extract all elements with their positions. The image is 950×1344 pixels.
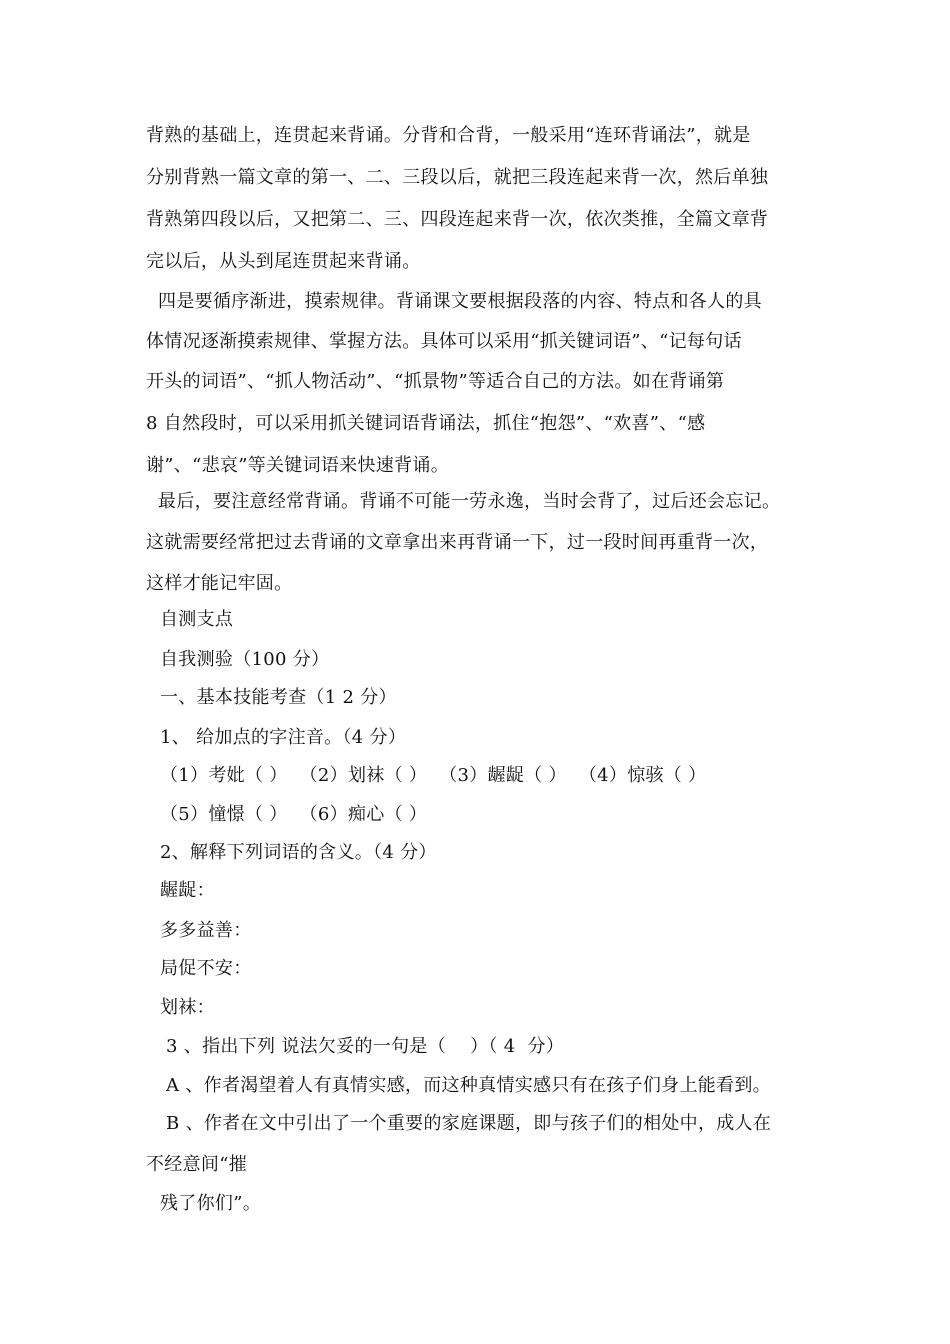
text-line: 谢”、“悲哀”等关键词语来快速背诵。 (146, 455, 450, 476)
text-line: 背熟第四段以后，又把第二、三、四段连起来背一次，依次类推，全篇文章背 (146, 209, 769, 230)
text-line: 这样才能记牢固。 (146, 573, 293, 594)
answer-line: 龌龊： (160, 880, 215, 901)
question-line: （5）憧憬（ ） （6）痴心（ ） (160, 804, 428, 825)
option-line: B 、作者在文中引出了一个重要的家庭课题，即与孩子们的相处中，成人在 (160, 1113, 772, 1134)
section-heading: 自我测验（100 分） (160, 649, 330, 670)
answer-line: 多多益善： (160, 920, 252, 941)
text-line: 最后，要注意经常背诵。背诵不可能一劳永逸，当时会背了，过后还会忘记。 (146, 491, 781, 512)
option-line: 残了你们”。 (160, 1193, 262, 1214)
text-line: 四是要循序渐进，摸索规律。背诵课文要根据段落的内容、特点和各人的具 (146, 291, 762, 312)
text-line: 体情况逐渐摸索规律、掌握方法。具体可以采用“抓关键词语”、“记每句话 (146, 331, 742, 352)
text-line: 分别背熟一篇文章的第一、二、三段以后，就把三段连起来背一次，然后单独 (146, 167, 769, 188)
question-line: （1）考妣（ ） （2）划袜（ ） （3）龌龊（ ） （4）惊骇（ ） (160, 765, 707, 786)
section-heading: 自测支点 (160, 609, 234, 630)
question-line: 3 、指出下列 说法欠妥的一句是（ ）（ 4 分） (160, 1036, 565, 1057)
option-line: 不经意间“摧 (146, 1154, 248, 1175)
section-heading: 一、基本技能考查（1 2 分） (160, 687, 397, 708)
text-line: 背熟的基础上，连贯起来背诵。分背和合背，一般采用“连环背诵法”，就是 (146, 125, 751, 146)
question-line: 1、 给加点的字注音。（4 分） (160, 727, 407, 748)
text-line: 完以后，从头到尾连贯起来背诵。 (146, 251, 421, 272)
text-line: 开头的词语”、“抓人物活动”、“抓景物”等适合自己的方法。如在背诵第 (146, 371, 725, 392)
question-line: 2、解释下列词语的含义。（4 分） (160, 842, 437, 863)
text-line: 8 自然段时，可以采用抓关键词语背诵法，抓住“抱怨”、“欢喜”、“感 (146, 413, 706, 434)
answer-line: 划袜： (160, 997, 215, 1018)
option-line: A 、作者渴望着人有真情实感，而这种真情实感只有在孩子们身上能看到。 (160, 1075, 771, 1096)
answer-line: 局促不安： (160, 958, 252, 979)
text-line: 这就需要经常把过去背诵的文章拿出来再背诵一下，过一段时间再重背一次， (146, 532, 769, 553)
